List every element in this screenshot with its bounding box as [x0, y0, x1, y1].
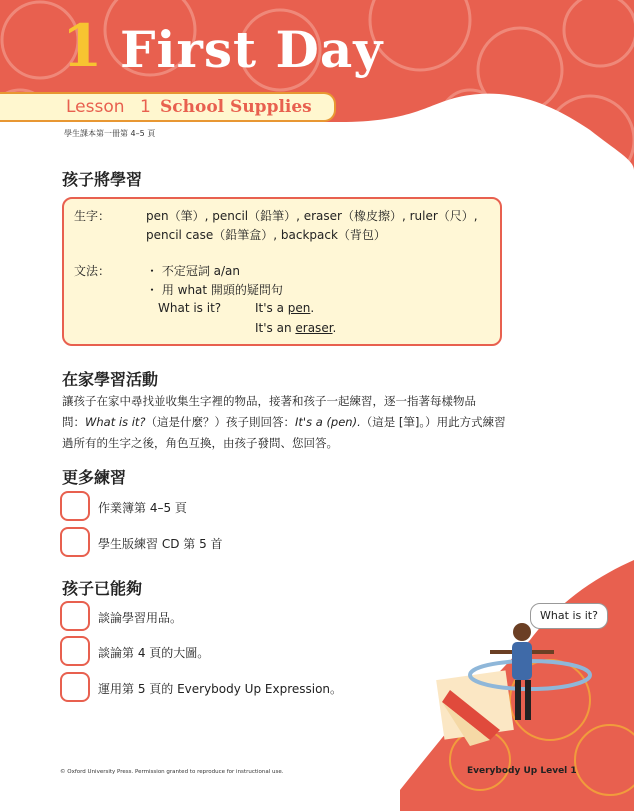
more-practice-item: 學生版練習 CD 第 5 首 — [98, 537, 223, 551]
checkbox-cd[interactable] — [60, 527, 90, 557]
grammar-answer-1: It's a pen. — [255, 301, 315, 315]
unit-number: 1 — [62, 12, 103, 80]
grammar-label: 文法： — [74, 264, 111, 278]
girl-illustration — [430, 620, 630, 760]
vocab-line-2: pencil case（鉛筆盒）, backpack（背包） — [146, 228, 386, 242]
student-book-pages: 學生課本第一冊第 4–5 頁 — [64, 129, 156, 138]
can-do-item: 談論第 4 頁的大圖。 — [98, 646, 210, 660]
speech-bubble: What is it? — [530, 603, 608, 629]
objectives-heading: 孩子將學習 — [62, 170, 143, 189]
copyright-notice: © Oxford University Press. Permission granted to reproduce for instructional use. — [60, 769, 284, 775]
can-do-item: 談論學習用品。 — [98, 611, 183, 625]
home-activity-text: 讓孩子在家中尋找並收集生字裡的物品，接著和孩子一起練習，逐一指著每樣物品 問：What is it?（這是什麼？）孩子則回答：It's a (pen).（這是 [筆]。）用此方式練習 過所有的生字之後，角色互換，由孩子發問、您回答。 — [62, 394, 506, 450]
series-name: Everybody Up Level 1 — [467, 766, 577, 776]
more-practice-item: 作業簿第 4–5 頁 — [98, 501, 187, 515]
home-activity-heading: 在家學習活動 — [62, 370, 159, 389]
grammar-answer-2: It's an eraser. — [255, 321, 337, 335]
grammar-question: What is it? — [158, 301, 222, 315]
grammar-bullet-2: ・ 用 what 開頭的疑問句 — [146, 283, 283, 297]
can-do-item: 運用第 5 頁的 Everybody Up Expression。 — [98, 682, 343, 696]
checkbox-can-do-2[interactable] — [60, 636, 90, 666]
checkbox-can-do-3[interactable] — [60, 672, 90, 702]
unit-title: First Day — [120, 20, 384, 79]
checkbox-workbook[interactable] — [60, 491, 90, 521]
grammar-bullet-1: ・ 不定冠詞 a/an — [146, 264, 240, 278]
more-practice-heading: 更多練習 — [62, 468, 127, 487]
lesson-label: Lesson — [66, 97, 125, 117]
vocab-line-1: pen（筆）, pencil（鉛筆）, eraser（橡皮擦）, ruler（尺）, — [146, 209, 478, 223]
lesson-number: 1 — [140, 97, 151, 117]
can-do-heading: 孩子已能夠 — [62, 579, 143, 598]
checkbox-can-do-1[interactable] — [60, 601, 90, 631]
lesson-title: School Supplies — [160, 97, 312, 117]
vocab-label: 生字： — [74, 209, 111, 223]
